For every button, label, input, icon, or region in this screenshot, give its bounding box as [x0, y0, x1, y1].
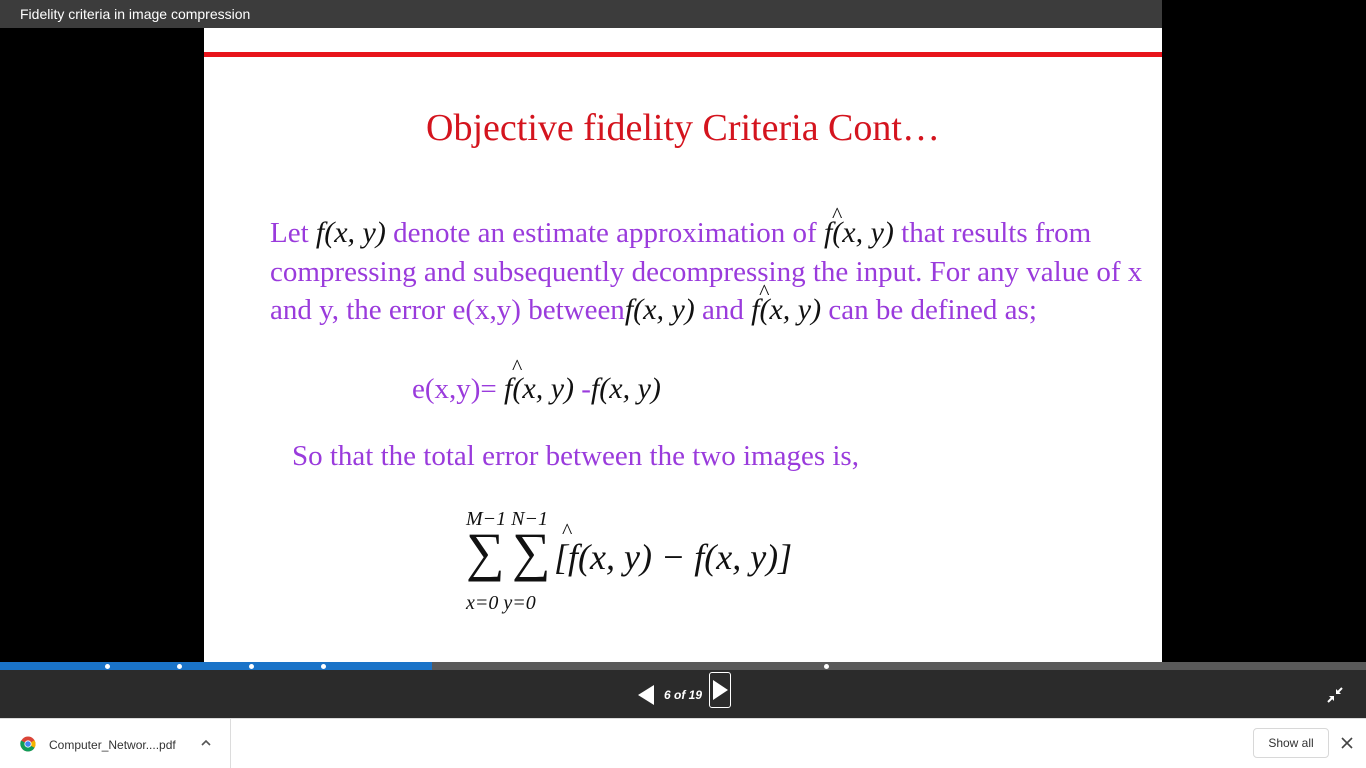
- prev-page-icon[interactable]: [636, 684, 656, 706]
- slide-red-rule: [204, 52, 1162, 57]
- math-fhat-xy: ^ f(x, y): [824, 214, 894, 253]
- eq-lhs: e(x,y)=: [412, 373, 505, 405]
- sum-lower-limits: x=0 y=0: [466, 592, 536, 614]
- eq-f-term: f(x, y): [590, 372, 661, 405]
- slide-progress-bar[interactable]: [0, 662, 1366, 670]
- math-f-xy-2: f(x, y): [624, 293, 695, 326]
- progress-tick[interactable]: [249, 664, 254, 669]
- chrome-icon: [20, 736, 36, 752]
- show-all-button[interactable]: Show all: [1253, 728, 1329, 758]
- download-bar: [0, 718, 1366, 768]
- progress-tick[interactable]: [177, 664, 182, 669]
- title-bar: [0, 0, 1162, 28]
- sigma-symbol-x: ∑: [466, 522, 505, 582]
- error-equation: [412, 372, 661, 406]
- eq-fhat-term: ^ f(x, y): [504, 372, 574, 406]
- viewer-controls: [0, 670, 1366, 718]
- progress-fill: [0, 662, 432, 670]
- progress-tick[interactable]: [321, 664, 326, 669]
- next-page-icon[interactable]: [709, 672, 731, 708]
- math-fhat-xy-2: ^ f(x, y): [751, 291, 821, 330]
- page-counter: 6 of 19: [664, 688, 703, 702]
- download-file-name: Computer_Networ....pdf: [49, 738, 176, 752]
- para-that-results: that results from compressing and subsequently decompressing the input. For any value of x and y, the error e(x,y) between: [270, 217, 1143, 326]
- slide-paragraph: [270, 214, 1150, 330]
- para-denote: denote an estimate approximation of: [385, 217, 824, 249]
- sum-expression: ^ [f(x, y) − f(x, y)]: [554, 536, 792, 578]
- progress-tick[interactable]: [105, 664, 110, 669]
- para-and: and: [694, 294, 752, 326]
- eq-minus: -: [574, 373, 591, 405]
- sigma-symbol-y: ∑: [512, 522, 551, 582]
- para-let: Let: [270, 217, 316, 249]
- slide-title: Objective fidelity Criteria Cont…: [426, 107, 940, 149]
- so-that-text: So that the total error between the two images is,: [292, 440, 859, 472]
- slide-page: [204, 28, 1162, 662]
- close-icon[interactable]: [1340, 736, 1354, 750]
- exit-fullscreen-icon[interactable]: [1326, 686, 1344, 704]
- math-f-xy: f(x, y): [315, 216, 386, 249]
- sum-upper-limits: M−1 N−1: [466, 508, 548, 530]
- chevron-up-icon[interactable]: [200, 737, 212, 749]
- document-title: Fidelity criteria in image compression: [20, 6, 251, 22]
- progress-tick[interactable]: [824, 664, 829, 669]
- download-item[interactable]: [0, 719, 231, 768]
- para-can: can be defined as;: [821, 294, 1037, 326]
